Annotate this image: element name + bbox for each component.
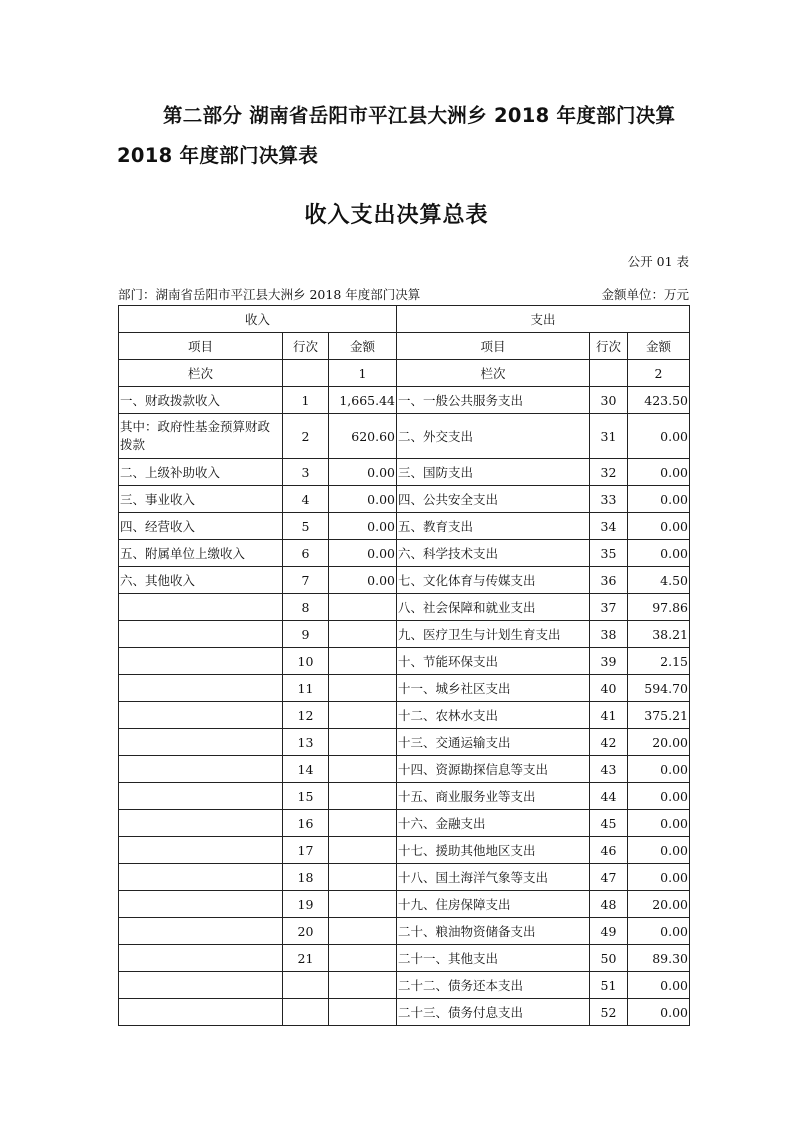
income-amount-cell bbox=[329, 999, 397, 1026]
table-row bbox=[119, 918, 690, 945]
expense-line-cell: 50 bbox=[590, 945, 628, 972]
table-row bbox=[119, 999, 690, 1026]
expense-item-cell: 七、文化体育与传媒支出 bbox=[397, 567, 590, 594]
table-row bbox=[119, 756, 690, 783]
expense-item-cell: 十、节能环保支出 bbox=[397, 648, 590, 675]
income-line-cell: 19 bbox=[283, 891, 329, 918]
income-item-cell bbox=[119, 837, 283, 864]
table-row bbox=[119, 486, 690, 513]
income-line-cell: 14 bbox=[283, 756, 329, 783]
lanci-empty-expense bbox=[590, 360, 628, 387]
income-amount-cell bbox=[329, 783, 397, 810]
expense-line-cell: 49 bbox=[590, 918, 628, 945]
income-item-cell bbox=[119, 945, 283, 972]
income-line-cell: 17 bbox=[283, 837, 329, 864]
income-line-cell: 2 bbox=[283, 414, 329, 459]
expense-item-cell: 十二、农林水支出 bbox=[397, 702, 590, 729]
lanci-empty bbox=[283, 360, 329, 387]
income-amount-cell bbox=[329, 621, 397, 648]
table-row bbox=[119, 387, 690, 414]
col-header-line: 行次 bbox=[283, 333, 329, 360]
income-amount-cell bbox=[329, 918, 397, 945]
income-amount-cell: 0.00 bbox=[329, 540, 397, 567]
income-amount-cell: 0.00 bbox=[329, 486, 397, 513]
department-label: 部门：湖南省岳阳市平江县大洲乡 2018 年度部门决算 bbox=[118, 287, 421, 302]
income-line-cell: 9 bbox=[283, 621, 329, 648]
lanci-expense: 2 bbox=[628, 360, 690, 387]
expense-line-cell: 51 bbox=[590, 972, 628, 999]
income-item-cell bbox=[119, 756, 283, 783]
expense-amount-cell: 0.00 bbox=[628, 486, 690, 513]
expense-item-cell: 四、公共安全支出 bbox=[397, 486, 590, 513]
table-row bbox=[119, 864, 690, 891]
expense-amount-cell: 0.00 bbox=[628, 918, 690, 945]
expense-amount-cell: 0.00 bbox=[628, 864, 690, 891]
expense-amount-cell: 0.00 bbox=[628, 414, 690, 459]
income-item-cell bbox=[119, 675, 283, 702]
income-item-cell: 一、财政拨款收入 bbox=[119, 387, 283, 414]
income-line-cell: 4 bbox=[283, 486, 329, 513]
budget-table bbox=[118, 305, 690, 1026]
income-line-cell: 16 bbox=[283, 810, 329, 837]
table-lanci-row bbox=[119, 360, 690, 387]
income-line-cell: 11 bbox=[283, 675, 329, 702]
table-row bbox=[119, 783, 690, 810]
table-row bbox=[119, 702, 690, 729]
expense-line-cell: 41 bbox=[590, 702, 628, 729]
income-amount-cell bbox=[329, 702, 397, 729]
expense-line-cell: 33 bbox=[590, 486, 628, 513]
expense-amount-cell: 0.00 bbox=[628, 756, 690, 783]
expense-item-cell: 六、科学技术支出 bbox=[397, 540, 590, 567]
expense-line-cell: 48 bbox=[590, 891, 628, 918]
table-column-header-row bbox=[119, 333, 690, 360]
expense-item-cell: 八、社会保障和就业支出 bbox=[397, 594, 590, 621]
income-item-cell: 六、其他收入 bbox=[119, 567, 283, 594]
income-amount-cell bbox=[329, 945, 397, 972]
income-line-cell: 1 bbox=[283, 387, 329, 414]
expense-line-cell: 44 bbox=[590, 783, 628, 810]
expense-item-cell: 二、外交支出 bbox=[397, 414, 590, 459]
expense-header: 支出 bbox=[397, 306, 690, 333]
income-line-cell: 15 bbox=[283, 783, 329, 810]
income-item-cell bbox=[119, 729, 283, 756]
col-header-line-expense: 行次 bbox=[590, 333, 628, 360]
table-row bbox=[119, 675, 690, 702]
income-line-cell: 20 bbox=[283, 918, 329, 945]
expense-line-cell: 32 bbox=[590, 459, 628, 486]
income-item-cell bbox=[119, 621, 283, 648]
expense-line-cell: 52 bbox=[590, 999, 628, 1026]
income-amount-cell bbox=[329, 675, 397, 702]
table-row bbox=[119, 891, 690, 918]
table-row bbox=[119, 837, 690, 864]
expense-line-cell: 39 bbox=[590, 648, 628, 675]
expense-amount-cell: 0.00 bbox=[628, 783, 690, 810]
income-line-cell: 10 bbox=[283, 648, 329, 675]
income-amount-cell bbox=[329, 648, 397, 675]
table-title: 收入支出决算总表 bbox=[304, 203, 489, 228]
expense-line-cell: 34 bbox=[590, 513, 628, 540]
expense-amount-cell: 0.00 bbox=[628, 513, 690, 540]
income-item-cell: 二、上级补助收入 bbox=[119, 459, 283, 486]
income-item-cell bbox=[119, 918, 283, 945]
income-line-cell bbox=[283, 972, 329, 999]
expense-item-cell: 五、教育支出 bbox=[397, 513, 590, 540]
income-line-cell: 12 bbox=[283, 702, 329, 729]
table-row bbox=[119, 945, 690, 972]
expense-item-cell: 十三、交通运输支出 bbox=[397, 729, 590, 756]
expense-amount-cell: 4.50 bbox=[628, 567, 690, 594]
income-amount-cell: 0.00 bbox=[329, 459, 397, 486]
income-amount-cell bbox=[329, 729, 397, 756]
income-amount-cell bbox=[329, 810, 397, 837]
expense-line-cell: 37 bbox=[590, 594, 628, 621]
table-row bbox=[119, 810, 690, 837]
table-section-header-row bbox=[119, 306, 690, 333]
expense-item-cell: 二十三、债务付息支出 bbox=[397, 999, 590, 1026]
income-line-cell: 21 bbox=[283, 945, 329, 972]
expense-amount-cell: 594.70 bbox=[628, 675, 690, 702]
expense-line-cell: 40 bbox=[590, 675, 628, 702]
expense-amount-cell: 20.00 bbox=[628, 891, 690, 918]
income-amount-cell: 0.00 bbox=[329, 567, 397, 594]
income-line-cell: 5 bbox=[283, 513, 329, 540]
lanci-income: 1 bbox=[329, 360, 397, 387]
expense-amount-cell: 0.00 bbox=[628, 972, 690, 999]
col-header-amount-expense: 金额 bbox=[628, 333, 690, 360]
income-item-cell bbox=[119, 702, 283, 729]
income-amount-cell bbox=[329, 972, 397, 999]
expense-line-cell: 43 bbox=[590, 756, 628, 783]
table-row bbox=[119, 567, 690, 594]
expense-line-cell: 47 bbox=[590, 864, 628, 891]
col-header-item-expense: 项目 bbox=[397, 333, 590, 360]
income-line-cell: 8 bbox=[283, 594, 329, 621]
expense-item-cell: 十五、商业服务业等支出 bbox=[397, 783, 590, 810]
expense-line-cell: 30 bbox=[590, 387, 628, 414]
expense-item-cell: 十八、国土海洋气象等支出 bbox=[397, 864, 590, 891]
expense-item-cell: 九、医疗卫生与计划生育支出 bbox=[397, 621, 590, 648]
income-amount-cell: 0.00 bbox=[329, 513, 397, 540]
income-line-cell: 13 bbox=[283, 729, 329, 756]
table-row bbox=[119, 459, 690, 486]
income-item-cell bbox=[119, 810, 283, 837]
income-item-cell: 其中：政府性基金预算财政拨款 bbox=[119, 414, 283, 459]
document-title: 第二部分 湖南省岳阳市平江县大洲乡 2018 年度部门决算 2018 年度部门决算表 bbox=[117, 104, 676, 167]
income-amount-cell: 620.60 bbox=[329, 414, 397, 459]
income-item-cell: 五、附属单位上缴收入 bbox=[119, 540, 283, 567]
income-line-cell: 7 bbox=[283, 567, 329, 594]
table-row bbox=[119, 594, 690, 621]
expense-item-cell: 一、一般公共服务支出 bbox=[397, 387, 590, 414]
income-amount-cell bbox=[329, 756, 397, 783]
expense-amount-cell: 375.21 bbox=[628, 702, 690, 729]
lanci-label: 栏次 bbox=[119, 360, 283, 387]
expense-item-cell: 十四、资源勘探信息等支出 bbox=[397, 756, 590, 783]
expense-line-cell: 35 bbox=[590, 540, 628, 567]
income-amount-cell bbox=[329, 864, 397, 891]
table-row bbox=[119, 414, 690, 459]
table-row bbox=[119, 972, 690, 999]
expense-amount-cell: 38.21 bbox=[628, 621, 690, 648]
expense-amount-cell: 0.00 bbox=[628, 999, 690, 1026]
table-row bbox=[119, 648, 690, 675]
expense-amount-cell: 97.86 bbox=[628, 594, 690, 621]
table-row bbox=[119, 540, 690, 567]
expense-item-cell: 十九、住房保障支出 bbox=[397, 891, 590, 918]
expense-amount-cell: 20.00 bbox=[628, 729, 690, 756]
table-row bbox=[119, 621, 690, 648]
col-header-amount: 金额 bbox=[329, 333, 397, 360]
income-item-cell bbox=[119, 594, 283, 621]
expense-amount-cell: 0.00 bbox=[628, 837, 690, 864]
expense-item-cell: 二十一、其他支出 bbox=[397, 945, 590, 972]
income-amount-cell: 1,665.44 bbox=[329, 387, 397, 414]
income-amount-cell bbox=[329, 891, 397, 918]
income-item-cell: 三、事业收入 bbox=[119, 486, 283, 513]
expense-amount-cell: 89.30 bbox=[628, 945, 690, 972]
income-item-cell bbox=[119, 999, 283, 1026]
expense-item-cell: 十七、援助其他地区支出 bbox=[397, 837, 590, 864]
income-item-cell bbox=[119, 783, 283, 810]
income-line-cell: 18 bbox=[283, 864, 329, 891]
expense-item-cell: 二十二、债务还本支出 bbox=[397, 972, 590, 999]
expense-amount-cell: 0.00 bbox=[628, 459, 690, 486]
expense-amount-cell: 0.00 bbox=[628, 810, 690, 837]
expense-amount-cell: 2.15 bbox=[628, 648, 690, 675]
form-number: 公开 01 表 bbox=[627, 254, 689, 269]
income-item-cell: 四、经营收入 bbox=[119, 513, 283, 540]
income-item-cell bbox=[119, 891, 283, 918]
lanci-label-expense: 栏次 bbox=[397, 360, 590, 387]
income-item-cell bbox=[119, 648, 283, 675]
income-amount-cell bbox=[329, 837, 397, 864]
expense-line-cell: 42 bbox=[590, 729, 628, 756]
expense-item-cell: 二十、粮油物资储备支出 bbox=[397, 918, 590, 945]
table-row bbox=[119, 513, 690, 540]
expense-item-cell: 十六、金融支出 bbox=[397, 810, 590, 837]
income-header: 收入 bbox=[119, 306, 397, 333]
expense-line-cell: 46 bbox=[590, 837, 628, 864]
income-line-cell bbox=[283, 999, 329, 1026]
expense-line-cell: 31 bbox=[590, 414, 628, 459]
expense-line-cell: 36 bbox=[590, 567, 628, 594]
expense-amount-cell: 0.00 bbox=[628, 540, 690, 567]
expense-item-cell: 三、国防支出 bbox=[397, 459, 590, 486]
col-header-item: 项目 bbox=[119, 333, 283, 360]
expense-amount-cell: 423.50 bbox=[628, 387, 690, 414]
income-line-cell: 3 bbox=[283, 459, 329, 486]
unit-label: 金额单位：万元 bbox=[601, 287, 689, 302]
expense-line-cell: 38 bbox=[590, 621, 628, 648]
expense-item-cell: 十一、城乡社区支出 bbox=[397, 675, 590, 702]
table-row bbox=[119, 729, 690, 756]
income-item-cell bbox=[119, 972, 283, 999]
income-line-cell: 6 bbox=[283, 540, 329, 567]
income-item-cell bbox=[119, 864, 283, 891]
income-amount-cell bbox=[329, 594, 397, 621]
expense-line-cell: 45 bbox=[590, 810, 628, 837]
